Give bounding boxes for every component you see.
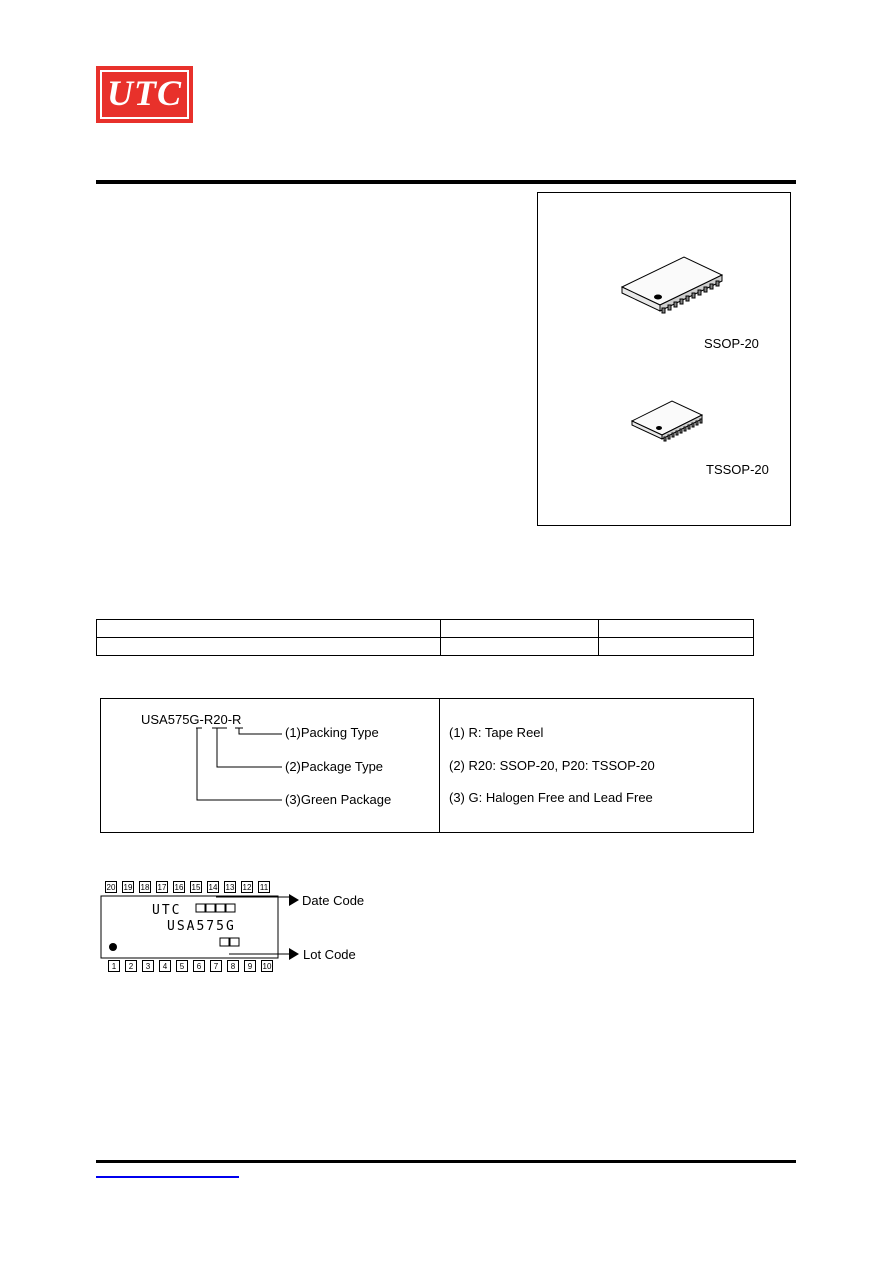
table-row bbox=[97, 620, 754, 638]
pin-label: 9 bbox=[244, 960, 256, 972]
pin-label: 4 bbox=[159, 960, 171, 972]
pin-label: 12 bbox=[242, 883, 252, 892]
pin-label: 16 bbox=[174, 883, 184, 892]
header-rule bbox=[96, 180, 796, 184]
table-cell bbox=[599, 638, 754, 656]
table-cell bbox=[441, 620, 599, 638]
pin-label: 8 bbox=[227, 960, 239, 972]
pin-label: 19 bbox=[123, 883, 133, 892]
part-number-divider bbox=[439, 698, 440, 833]
pin-label: 1 bbox=[108, 960, 120, 972]
ssop-20-label: SSOP-20 bbox=[704, 336, 759, 351]
pin-label: 5 bbox=[176, 960, 188, 972]
pin-label: 18 bbox=[140, 883, 150, 892]
lot-code-label: Lot Code bbox=[303, 947, 356, 962]
ordering-table bbox=[96, 619, 754, 656]
footer-link[interactable] bbox=[96, 1176, 239, 1178]
logo-text: UTC bbox=[107, 73, 182, 113]
ssop-20-package-image bbox=[610, 245, 730, 325]
part-number-leader-lines bbox=[190, 724, 290, 804]
packing-type-label: (1)Packing Type bbox=[285, 725, 379, 740]
utc-logo bbox=[96, 66, 193, 123]
pin-label: 13 bbox=[225, 883, 235, 892]
lot-code-arrow-icon bbox=[289, 947, 301, 961]
table-cell bbox=[441, 638, 599, 656]
table-cell bbox=[97, 638, 441, 656]
pin-label: 2 bbox=[125, 960, 137, 972]
green-package-description: (3) G: Halogen Free and Lead Free bbox=[449, 790, 653, 805]
pin-label: 20 bbox=[106, 883, 116, 892]
pin-label: 3 bbox=[142, 960, 154, 972]
pin-label: 7 bbox=[210, 960, 222, 972]
pin-label: 10 bbox=[262, 962, 272, 971]
table-row bbox=[97, 638, 754, 656]
pin-label: 11 bbox=[259, 883, 269, 892]
pin-label: 14 bbox=[208, 883, 218, 892]
table-cell bbox=[599, 620, 754, 638]
date-code-arrow-icon bbox=[289, 893, 301, 907]
packing-type-description: (1) R: Tape Reel bbox=[449, 725, 544, 740]
marking-line-utc: UTC bbox=[152, 903, 182, 918]
part-number-code: USA575G-R20-R bbox=[141, 712, 242, 727]
table-cell bbox=[97, 620, 441, 638]
marking-line-part: USA575G bbox=[167, 919, 236, 934]
pin-label: 15 bbox=[191, 883, 201, 892]
tssop-20-label: TSSOP-20 bbox=[706, 462, 769, 477]
package-type-description: (2) R20: SSOP-20, P20: TSSOP-20 bbox=[449, 758, 655, 773]
green-package-label: (3)Green Package bbox=[285, 792, 392, 807]
date-code-label: Date Code bbox=[302, 893, 365, 908]
package-type-label: (2)Package Type bbox=[285, 759, 384, 774]
footer-rule bbox=[96, 1160, 796, 1163]
pin-label: 6 bbox=[193, 960, 205, 972]
tssop-20-package-image bbox=[626, 394, 710, 444]
pin-label: 17 bbox=[157, 883, 167, 892]
